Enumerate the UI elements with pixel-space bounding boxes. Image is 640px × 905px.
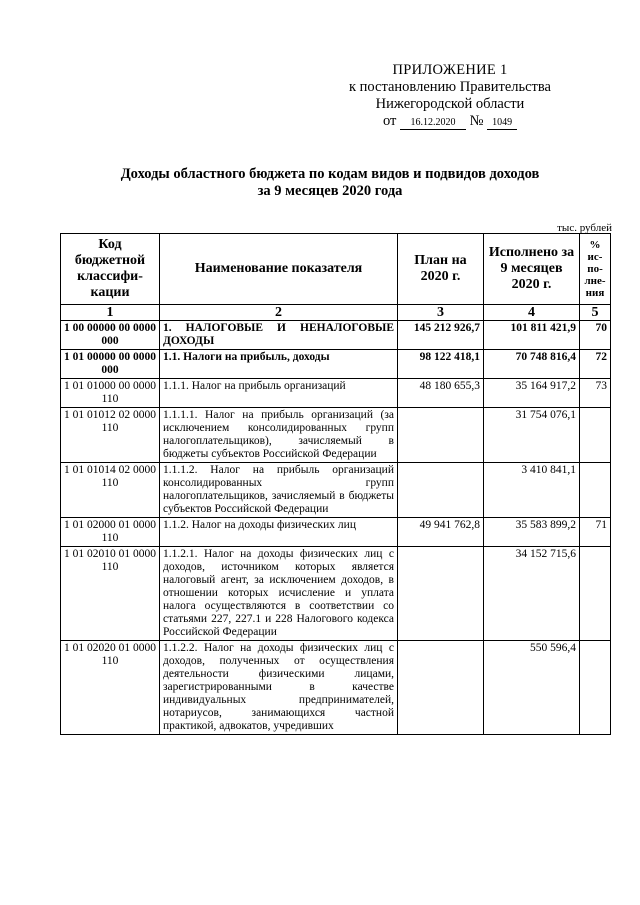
row-plan: 49 941 762,8 xyxy=(398,518,484,547)
appendix-signature-line xyxy=(320,113,580,130)
row-code: 1 00 00000 00 0000 000 xyxy=(61,321,160,350)
column-number: 3 xyxy=(398,305,484,321)
header-pct: % ис-по-лне-ния xyxy=(580,234,611,305)
appendix-line-1: к постановлению Правительства xyxy=(349,79,551,95)
row-done: 34 152 715,6 xyxy=(484,547,580,641)
row-done: 70 748 816,4 xyxy=(484,350,580,379)
row-pct xyxy=(580,408,611,463)
from-label: от xyxy=(382,113,397,129)
table-row xyxy=(61,518,611,547)
document-title xyxy=(60,166,600,200)
row-done: 31 754 076,1 xyxy=(484,408,580,463)
row-code: 1 01 00000 00 0000 000 xyxy=(61,350,160,379)
table-row xyxy=(61,321,611,350)
decree-date: 16.12.2020 xyxy=(400,117,466,130)
row-pct: 73 xyxy=(580,379,611,408)
row-code: 1 01 01000 00 0000 110 xyxy=(61,379,160,408)
row-code: 1 01 02010 01 0000 110 xyxy=(61,547,160,641)
row-name: 1.1.1.1. Налог на прибыль организаций (за исключением консолидированных групп налогоплательщиков), зачисляемый в бюджеты субъектов Российской Федерации xyxy=(160,408,398,463)
row-plan xyxy=(398,547,484,641)
row-code: 1 01 01014 02 0000 110 xyxy=(61,463,160,518)
row-name: 1.1. Налоги на прибыль, доходы xyxy=(160,350,398,379)
document-title-line-2: за 9 месяцев 2020 года xyxy=(257,183,403,199)
header-done: Исполнено за 9 месяцев 2020 г. xyxy=(484,234,580,305)
row-name: 1.1.1.2. Налог на прибыль организаций консолидированных групп налогоплательщиков, зачисляемый в бюджеты субъектов Российской Федерации xyxy=(160,463,398,518)
row-done: 3 410 841,1 xyxy=(484,463,580,518)
row-plan xyxy=(398,641,484,735)
row-name: 1.1.1. Налог на прибыль организаций xyxy=(160,379,398,408)
table-row xyxy=(61,547,611,641)
number-label: № xyxy=(469,113,484,129)
document-title-line-1: Доходы областного бюджета по кодам видов и подвидов доходов xyxy=(120,166,540,182)
decree-number: 1049 xyxy=(487,117,517,130)
header-name: Наименование показателя xyxy=(160,234,398,305)
table-row xyxy=(61,463,611,518)
table-row xyxy=(61,641,611,735)
row-pct: 72 xyxy=(580,350,611,379)
row-pct xyxy=(580,641,611,735)
row-plan xyxy=(398,408,484,463)
row-code: 1 01 02020 01 0000 110 xyxy=(61,641,160,735)
table-header-row xyxy=(61,234,611,305)
appendix-line-2: Нижегородской области xyxy=(375,96,525,112)
units-label: тыс. рублей xyxy=(557,222,612,234)
column-number: 1 xyxy=(61,305,160,321)
row-plan: 145 212 926,7 xyxy=(398,321,484,350)
row-pct xyxy=(580,547,611,641)
row-name: 1. НАЛОГОВЫЕ И НЕНАЛОГОВЫЕ ДОХОДЫ xyxy=(160,321,398,350)
budget-table xyxy=(60,233,611,735)
table-row xyxy=(61,379,611,408)
table-row xyxy=(61,408,611,463)
column-number: 4 xyxy=(484,305,580,321)
row-done: 550 596,4 xyxy=(484,641,580,735)
header-plan: План на 2020 г. xyxy=(398,234,484,305)
row-done: 101 811 421,9 xyxy=(484,321,580,350)
column-number-row xyxy=(61,305,611,321)
row-plan: 48 180 655,3 xyxy=(398,379,484,408)
appendix-block xyxy=(320,62,580,130)
row-pct: 70 xyxy=(580,321,611,350)
header-code: Код бюджетной классифи-кации xyxy=(61,234,160,305)
appendix-title: ПРИЛОЖЕНИЕ 1 xyxy=(392,62,508,78)
row-name: 1.1.2.1. Налог на доходы физических лиц с доходов, источником которых является налоговый агент, за исключением доходов, в отношении которых исчисление и уплата налога осуществляются в соответствии со статьями 227, 227.1 и 228 Налогового кодекса Российской Федерации xyxy=(160,547,398,641)
row-plan: 98 122 418,1 xyxy=(398,350,484,379)
row-pct: 71 xyxy=(580,518,611,547)
row-code: 1 01 01012 02 0000 110 xyxy=(61,408,160,463)
column-number: 5 xyxy=(580,305,611,321)
row-name: 1.1.2.2. Налог на доходы физических лиц с доходов, полученных от осуществления деятельности физическими лицами, зарегистрированными в качестве индивидуальных предпринимателей, нотариусов, занимающихся частной практикой, адвокатов, учредивших xyxy=(160,641,398,735)
row-plan xyxy=(398,463,484,518)
table-row xyxy=(61,350,611,379)
row-done: 35 583 899,2 xyxy=(484,518,580,547)
table-body xyxy=(61,321,611,735)
row-done: 35 164 917,2 xyxy=(484,379,580,408)
column-number: 2 xyxy=(160,305,398,321)
row-name: 1.1.2. Налог на доходы физических лиц xyxy=(160,518,398,547)
row-pct xyxy=(580,463,611,518)
row-code: 1 01 02000 01 0000 110 xyxy=(61,518,160,547)
